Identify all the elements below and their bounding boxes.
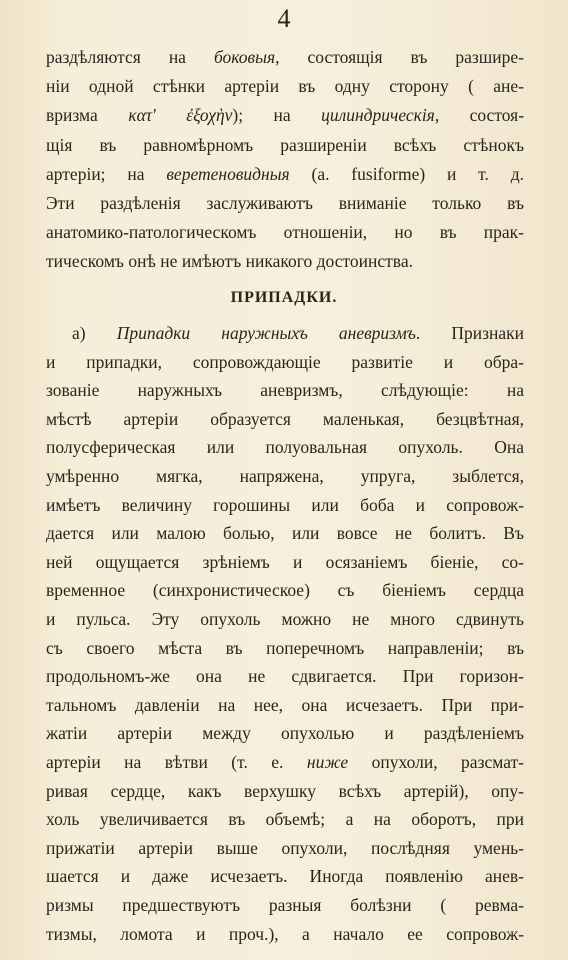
text-line — [46, 806, 524, 832]
text-line — [46, 377, 524, 403]
text-run: (а. fusiforme) и т. д. — [289, 163, 524, 184]
text-line — [46, 863, 524, 889]
text-run: съ своего мѣста въ поперечномъ направленіи; въ — [46, 637, 524, 658]
text-run: тизмы, ломота и проч.), а начало ее сопровож- — [46, 923, 524, 944]
text-line — [46, 635, 524, 661]
text-line — [46, 492, 524, 518]
italic-text: боковыя — [213, 47, 276, 67]
text-run: артеріи на вѣтви (т. е. — [46, 752, 307, 772]
text-run: шается и даже исчезаетъ. Иногда появленію анев- — [46, 866, 524, 887]
text-line — [46, 44, 524, 70]
italic-text: ниже — [306, 752, 349, 772]
text-run: полусферическая или полуовальная опухоль. Она — [46, 437, 524, 458]
text-run: имѣетъ величину горошины или боба и сопровож- — [46, 494, 524, 515]
italic-text: веретеновидныя — [166, 163, 290, 184]
text-run: прижатіи артеріи выше опухоли, послѣдняя умень- — [46, 837, 524, 858]
text-line — [46, 463, 524, 489]
text-run: тальномъ давленіи на нее, она исчезаетъ. При при- — [46, 694, 524, 715]
text-run: тическомъ онѣ не имѣютъ никакого достоинства. — [46, 251, 413, 272]
text-run: ніи одной стѣнки артеріи въ одну сторону ( анe- — [46, 76, 524, 97]
text-run: Эти раздѣленія заслуживаютъ вниманіе только въ — [46, 193, 524, 213]
text-line — [46, 132, 524, 158]
text-run: продольномъ-же она не сдвигается. При горизон- — [46, 666, 524, 687]
italic-text: цилиндрическія — [321, 105, 435, 126]
text-line — [46, 434, 524, 460]
text-line — [46, 606, 524, 632]
text-run: , состоящія въ разширe- — [275, 47, 524, 67]
text-run: ); на — [232, 105, 322, 126]
text-run: умѣренно мягка, напряжена, упруга, зыблется, — [46, 466, 524, 486]
text-line — [46, 320, 524, 346]
text-line — [46, 692, 524, 718]
text-run: зованіе наружныхъ аневризмъ, слѣдующіе: на — [46, 380, 524, 401]
page-number: 4 — [277, 4, 291, 33]
text-run: анатомико-патологическомъ отношеніи, но въ прак- — [46, 222, 524, 243]
text-line — [46, 406, 524, 432]
text-run: опухоли, разсмат- — [348, 752, 524, 772]
text-line — [46, 720, 524, 746]
text-line — [46, 73, 524, 99]
text-run: ривая сердце, какъ верхушку всѣхъ артерій), опу- — [46, 780, 524, 801]
text-line — [46, 921, 524, 947]
text-line — [46, 663, 524, 689]
text-line — [46, 248, 524, 274]
text-line — [46, 549, 524, 575]
text-run: временное (синхронистическое) съ біеніемъ сердца — [46, 580, 524, 601]
section-heading: ПРИПАДКИ. — [230, 289, 338, 306]
text-run: . Признаки — [415, 323, 524, 343]
text-run: артеріи; на — [46, 163, 167, 184]
text-run: мѣстѣ артеріи образуется маленькая, безцвѣтная, — [46, 408, 524, 429]
text-run: ней ощущается зрѣніемъ и осязаніемъ біеніе, со- — [46, 551, 524, 572]
text-line — [46, 892, 524, 918]
text-run: дается или малою болью, или вовсе не болитъ. Въ — [46, 523, 524, 544]
text-run: и пульса. Эту опухоль можно не много сдвинуть — [46, 609, 524, 629]
text-line — [46, 349, 524, 375]
text-line — [46, 749, 524, 775]
text-line — [46, 835, 524, 861]
text-line — [46, 190, 524, 216]
italic-text: Припадки наружныхъ аневризмъ — [116, 323, 416, 343]
text-run: щія въ равномѣрномъ разширеніи всѣхъ стѣнокъ — [46, 134, 524, 155]
text-run: холь увеличивается въ объемѣ; а на оборотъ, при — [46, 809, 524, 830]
text-run: раздѣляются на — [46, 47, 214, 67]
text-run: вризма — [46, 105, 129, 126]
text-line — [46, 161, 524, 187]
text-line — [46, 102, 524, 128]
text-run: жатіи артеріи между опухолью и раздѣленіемъ — [46, 723, 524, 744]
text-run: , состоя- — [434, 105, 525, 126]
text-run: и припадки, сопровождающіе развитіе и обра- — [46, 351, 524, 372]
text-line — [46, 520, 524, 546]
text-line — [46, 778, 524, 804]
text-line — [46, 219, 524, 245]
text-line — [46, 577, 524, 603]
text-run: а) — [72, 323, 117, 343]
italic-text: κατ' ἐξοχὴν — [128, 105, 233, 126]
text-run: ризмы предшествуютъ разныя болѣзни ( ревма- — [46, 895, 524, 915]
